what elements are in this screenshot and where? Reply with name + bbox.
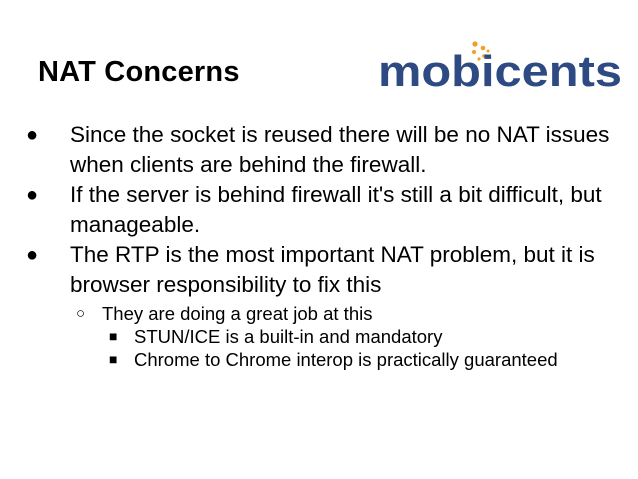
logo-wordmark: mobicents (378, 47, 622, 96)
hollow-bullet-icon: ○ (76, 305, 86, 322)
sub-list-item (26, 302, 626, 325)
list-item-text: The RTP is the most important NAT problem, but it is browser responsibility to fix this (70, 242, 595, 297)
bullet-icon: ● (26, 184, 39, 206)
square-bullet-icon: ■ (109, 328, 118, 344)
list-item-text: Since the socket is reused there will be no NAT issues when clients are behind the firewall. (70, 122, 610, 177)
sub-sub-list-item (26, 325, 626, 348)
sub-sub-list-item-text: Chrome to Chrome interop is practically guaranteed (134, 349, 558, 370)
mobicents-logo (376, 38, 624, 96)
sub-list-item-text: They are doing a great job at this (102, 303, 373, 324)
sub-sub-list-item-text: STUN/ICE is a built-in and mandatory (134, 326, 443, 347)
list-item (26, 120, 626, 180)
bullet-list (26, 120, 626, 371)
bullet-icon: ● (26, 124, 39, 146)
list-item-text: If the server is behind firewall it's still a bit difficult, but manageable. (70, 182, 602, 237)
list-item (26, 180, 626, 240)
slide-title: NAT Concerns (38, 56, 240, 88)
sub-sub-list-item (26, 348, 626, 371)
bullet-icon: ● (26, 244, 39, 266)
list-item (26, 240, 626, 300)
square-bullet-icon: ■ (109, 351, 118, 367)
